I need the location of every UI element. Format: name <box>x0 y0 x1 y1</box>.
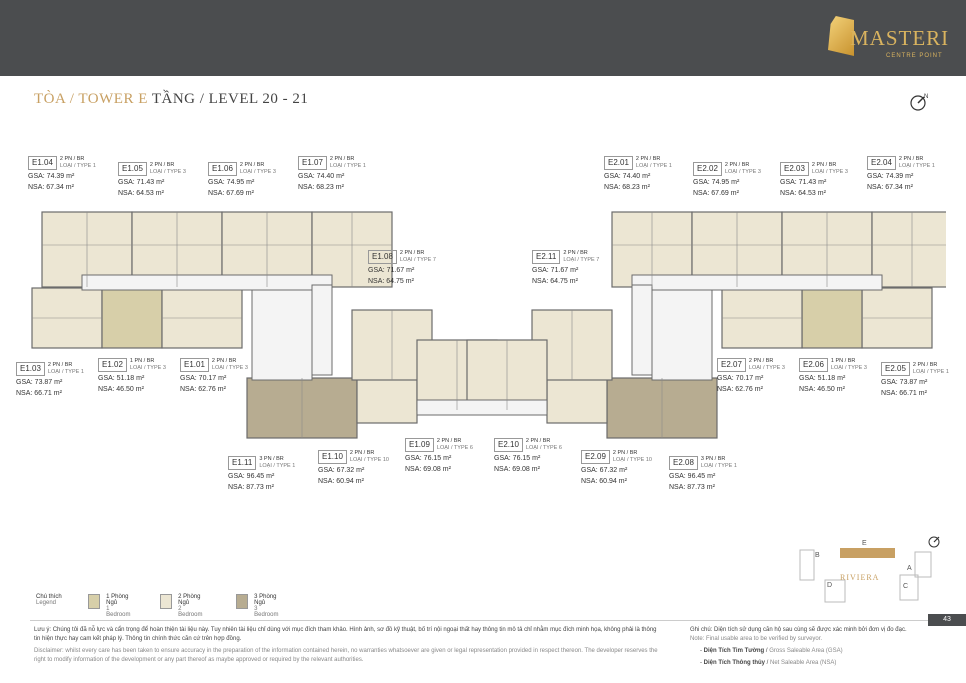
unit-code: E1.01 <box>180 358 209 372</box>
unit-code: E2.03 <box>780 162 809 176</box>
unit-label-e1-02: E1.02 1 PN / BR LOẠI / TYPE 3 GSA: 51.18 m² NSA: 46.50 m² <box>98 358 166 393</box>
tower-label: TÒA / TOWER E <box>34 91 148 107</box>
unit-nsa: NSA: 68.23 m² <box>298 183 344 191</box>
unit-gsa: GSA: 51.18 m² <box>98 374 145 382</box>
unit-label-e1-01: E1.01 2 PN / BR LOẠI / TYPE 3 GSA: 70.17 m² NSA: 62.76 m² <box>180 358 248 393</box>
unit-gsa: GSA: 74.95 m² <box>208 178 255 186</box>
legend-item-2br: 2 Phòng Ngủ 2 Bedroom <box>160 594 205 618</box>
unit-nsa: NSA: 67.69 m² <box>693 189 739 197</box>
unit-label-e2-08: E2.08 3 PN / BR LOẠI / TYPE 1 GSA: 96.45 m² NSA: 87.73 m² <box>669 456 737 491</box>
key-map-compass-icon <box>928 534 942 548</box>
note-nsa: - Diện Tích Thông thủy / Net Saleable Area (NSA) <box>700 660 837 666</box>
unit-gsa: GSA: 73.87 m² <box>16 378 63 386</box>
note-en: Note: Final usable area to be verified by surveyor. <box>690 636 823 642</box>
unit-label-e1-05: E1.05 2 PN / BR LOẠI / TYPE 3 GSA: 71.43 m² NSA: 64.53 m² <box>118 162 186 197</box>
note-vi: Ghi chú: Diện tích sử dụng căn hộ sau cùng sẽ được xác minh bởi đơn vị đo đạc. <box>690 627 907 633</box>
unit-gsa: GSA: 74.39 m² <box>867 172 914 180</box>
unit-gsa: GSA: 76.15 m² <box>494 454 541 462</box>
unit-label-e2-02: E2.02 2 PN / BR LOẠI / TYPE 3 GSA: 74.95 m² NSA: 67.69 m² <box>693 162 761 197</box>
unit-code: E2.09 <box>581 450 610 464</box>
unit-label-e1-04: E1.04 2 PN / BR LOẠI / TYPE 1 GSA: 74.39 m² NSA: 67.34 m² <box>28 156 96 191</box>
unit-label-e1-03: E1.03 2 PN / BR LOẠI / TYPE 1 GSA: 73.87 m² NSA: 66.71 m² <box>16 362 84 397</box>
unit-code: E1.05 <box>118 162 147 176</box>
unit-gsa: GSA: 71.43 m² <box>780 178 827 186</box>
unit-gsa: GSA: 70.17 m² <box>180 374 227 382</box>
unit-label-e2-05: E2.05 2 PN / BR LOẠI / TYPE 1 GSA: 73.87 m² NSA: 66.71 m² <box>881 362 949 397</box>
unit-nsa: NSA: 66.71 m² <box>16 389 62 397</box>
unit-code: E2.05 <box>881 362 910 376</box>
legend-item-3br: 3 Phòng Ngủ 3 Bedroom <box>236 594 281 618</box>
unit-nsa: NSA: 64.53 m² <box>780 189 826 197</box>
key-map-d: D <box>827 582 833 589</box>
unit-nsa: NSA: 69.08 m² <box>494 465 540 473</box>
unit-gsa: GSA: 96.45 m² <box>669 472 716 480</box>
unit-gsa: GSA: 67.32 m² <box>581 466 628 474</box>
unit-label-e2-11: E2.11 2 PN / BR LOẠI / TYPE 7 GSA: 71.67 m² NSA: 64.75 m² <box>532 250 600 285</box>
disclaimer <box>34 626 664 665</box>
unit-label-e2-09: E2.09 2 PN / BR LOẠI / TYPE 10 GSA: 67.32 m² NSA: 60.94 m² <box>581 450 652 485</box>
unit-gsa: GSA: 71.43 m² <box>118 178 165 186</box>
page-number: 43 <box>928 614 966 626</box>
unit-label-e1-07: E1.07 2 PN / BR LOẠI / TYPE 1 GSA: 74.40 m² NSA: 68.23 m² <box>298 156 366 191</box>
key-map-b: B <box>815 552 820 559</box>
unit-nsa: NSA: 87.73 m² <box>669 483 715 491</box>
unit-code: E1.06 <box>208 162 237 176</box>
unit-gsa: GSA: 74.95 m² <box>693 178 740 186</box>
unit-nsa: NSA: 62.76 m² <box>180 385 226 393</box>
unit-label-e1-11: E1.11 3 PN / BR LOẠI / TYPE 1 GSA: 96.45 m² NSA: 87.73 m² <box>228 456 296 491</box>
unit-label-e2-04: E2.04 2 PN / BR LOẠI / TYPE 1 GSA: 74.39 m² NSA: 67.34 m² <box>867 156 935 191</box>
unit-code: E2.04 <box>867 156 896 170</box>
unit-code: E1.08 <box>368 250 397 264</box>
unit-label-e1-06: E1.06 2 PN / BR LOẠI / TYPE 3 GSA: 74.95 m² NSA: 67.69 m² <box>208 162 276 197</box>
unit-nsa: NSA: 60.94 m² <box>581 477 627 485</box>
unit-label-e2-06: E2.06 1 PN / BR LOẠI / TYPE 3 GSA: 51.18 m² NSA: 46.50 m² <box>799 358 867 393</box>
unit-label-e2-01: E2.01 2 PN / BR LOẠI / TYPE 1 GSA: 74.40 m² NSA: 68.23 m² <box>604 156 672 191</box>
unit-label-e1-08: E1.08 2 PN / BR LOẠI / TYPE 7 GSA: 71.67 m² NSA: 64.75 m² <box>368 250 436 285</box>
unit-nsa: NSA: 46.50 m² <box>98 385 144 393</box>
unit-nsa: NSA: 64.75 m² <box>368 277 414 285</box>
unit-nsa: NSA: 67.34 m² <box>28 183 74 191</box>
unit-code: E2.01 <box>604 156 633 170</box>
unit-gsa: GSA: 71.67 m² <box>532 266 579 274</box>
disclaimer-en: Disclaimer: whilst every care has been taken to ensure accuracy in the preparation of the information contained herein, no warranties whatsoever are given or legal representation provided in respect thereon. The developer reserves the right to modify information of the development or any part thereof as maybe approved or required by the relevant authorities. <box>34 648 658 663</box>
unit-gsa: GSA: 71.67 m² <box>368 266 415 274</box>
unit-gsa: GSA: 74.40 m² <box>298 172 345 180</box>
unit-gsa: GSA: 76.15 m² <box>405 454 452 462</box>
unit-code: E1.07 <box>298 156 327 170</box>
unit-gsa: GSA: 74.39 m² <box>28 172 75 180</box>
unit-code: E1.04 <box>28 156 57 170</box>
page-title <box>34 91 308 108</box>
legend-title: Chú thích Legend <box>36 594 62 606</box>
legend-swatch <box>160 594 172 609</box>
unit-code: E2.06 <box>799 358 828 372</box>
unit-code: E2.11 <box>532 250 560 264</box>
key-map-a: A <box>907 565 912 572</box>
unit-code: E1.09 <box>405 438 434 452</box>
brand-subtitle: CENTRE POINT <box>886 53 943 59</box>
note-gsa: - Diện Tích Tim Tường / Gross Saleable Area (GSA) <box>700 648 843 654</box>
unit-code: E2.02 <box>693 162 722 176</box>
unit-nsa: NSA: 87.73 m² <box>228 483 274 491</box>
unit-code: E1.11 <box>228 456 256 470</box>
key-map <box>795 540 940 610</box>
unit-code: E1.02 <box>98 358 127 372</box>
unit-gsa: GSA: 73.87 m² <box>881 378 928 386</box>
unit-nsa: NSA: 64.75 m² <box>532 277 578 285</box>
header-bar <box>0 0 966 76</box>
brand-logo <box>828 16 948 68</box>
unit-code: E1.03 <box>16 362 45 376</box>
unit-label-e2-03: E2.03 2 PN / BR LOẠI / TYPE 3 GSA: 71.43 m² NSA: 64.53 m² <box>780 162 848 197</box>
unit-label-e2-07: E2.07 2 PN / BR LOẠI / TYPE 3 GSA: 70.17 m² NSA: 62.76 m² <box>717 358 785 393</box>
unit-gsa: GSA: 96.45 m² <box>228 472 275 480</box>
level-label: TẦNG / LEVEL 20 - 21 <box>151 91 309 107</box>
unit-label-e1-10: E1.10 2 PN / BR LOẠI / TYPE 10 GSA: 67.32 m² NSA: 60.94 m² <box>318 450 389 485</box>
unit-code: E2.10 <box>494 438 523 452</box>
unit-nsa: NSA: 66.71 m² <box>881 389 927 397</box>
unit-code: E1.10 <box>318 450 347 464</box>
unit-gsa: GSA: 74.40 m² <box>604 172 651 180</box>
unit-label-e2-10: E2.10 2 PN / BR LOẠI / TYPE 6 GSA: 76.15 m² NSA: 69.08 m² <box>494 438 562 473</box>
unit-nsa: NSA: 62.76 m² <box>717 385 763 393</box>
key-map-e: E <box>862 540 867 547</box>
unit-nsa: NSA: 60.94 m² <box>318 477 364 485</box>
unit-code: E2.08 <box>669 456 698 470</box>
unit-gsa: GSA: 51.18 m² <box>799 374 846 382</box>
unit-label-e1-09: E1.09 2 PN / BR LOẠI / TYPE 6 GSA: 76.15 m² NSA: 69.08 m² <box>405 438 473 473</box>
unit-nsa: NSA: 67.34 m² <box>867 183 913 191</box>
unit-nsa: NSA: 68.23 m² <box>604 183 650 191</box>
unit-code: E2.07 <box>717 358 746 372</box>
unit-gsa: GSA: 67.32 m² <box>318 466 365 474</box>
key-map-c: C <box>903 583 909 590</box>
disclaimer-vi: Lưu ý: Chúng tôi đã nỗ lực và cẩn trọng để hoàn thiện tài liệu này. Tuy nhiên tài liệu chỉ dùng với mục đích tham khảo. Hình ảnh, sơ đồ kỹ thuật, bố trí nội ngoại thất hay thông tin mô tả chỉ nhằm mục đích minh họa, không phải là thông tin hiện thực hay cam kết pháp lý. Thông tin chính thức căn cứ trên hợp đồng. <box>34 627 657 642</box>
legend-item-1br: 1 Phòng Ngủ 1 Bedroom <box>88 594 133 618</box>
brand-name: MASTERI <box>850 26 950 50</box>
divider <box>30 620 934 621</box>
compass-icon <box>909 92 929 112</box>
compass-letter: N <box>924 94 929 100</box>
unit-nsa: NSA: 46.50 m² <box>799 385 845 393</box>
unit-nsa: NSA: 64.53 m² <box>118 189 164 197</box>
unit-nsa: NSA: 67.69 m² <box>208 189 254 197</box>
unit-nsa: NSA: 69.08 m² <box>405 465 451 473</box>
legend-swatch <box>236 594 248 609</box>
notes <box>690 626 950 668</box>
legend-swatch <box>88 594 100 609</box>
key-map-riviera: RIVIERA <box>840 573 880 582</box>
unit-gsa: GSA: 70.17 m² <box>717 374 764 382</box>
